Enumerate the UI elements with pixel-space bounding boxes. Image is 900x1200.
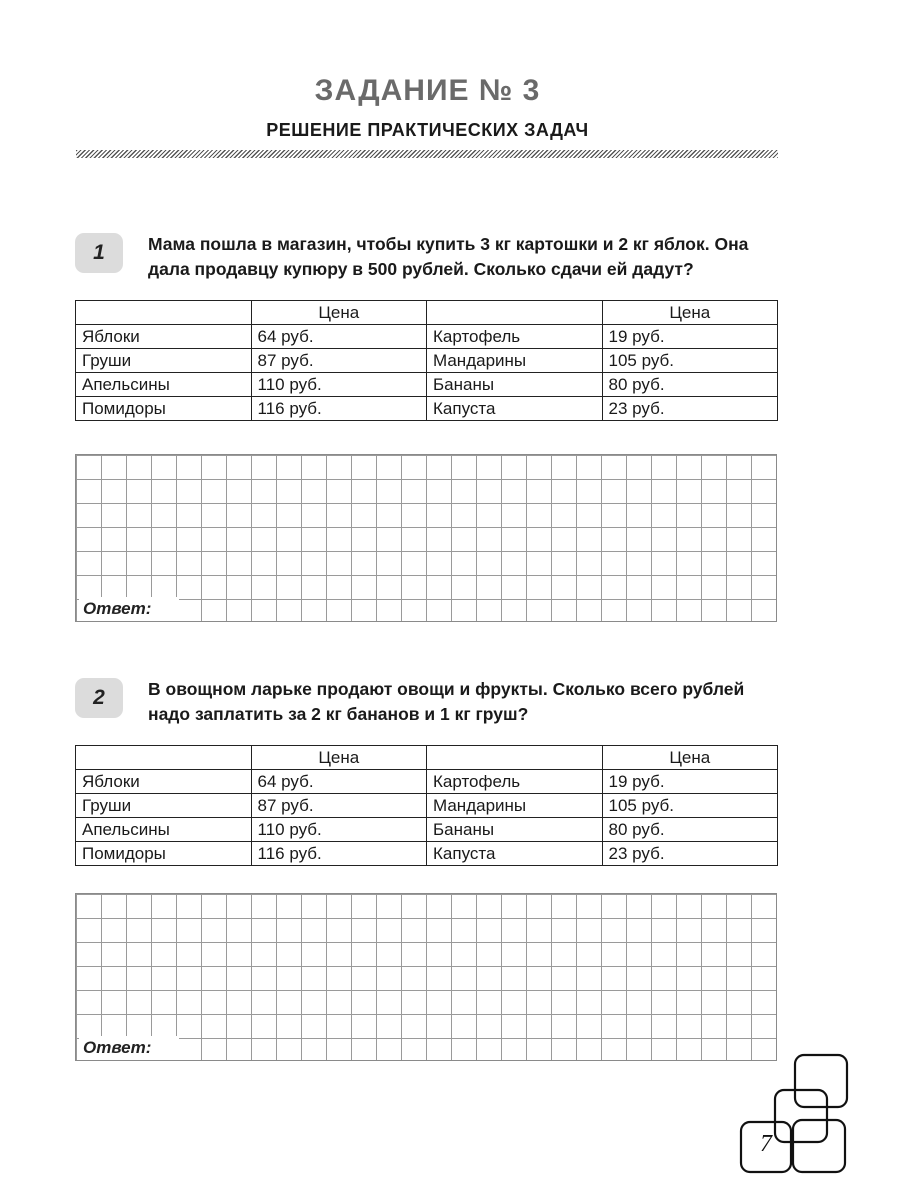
item-price: 23 руб.	[602, 397, 778, 421]
item-name: Яблоки	[76, 770, 252, 794]
item-name: Помидоры	[76, 842, 252, 866]
item-name: Картофель	[427, 770, 603, 794]
item-name: Груши	[76, 794, 252, 818]
item-price: 80 руб.	[602, 373, 778, 397]
table-cell	[427, 301, 603, 325]
table-cell	[427, 746, 603, 770]
table-cell	[76, 746, 252, 770]
item-price: 80 руб.	[602, 818, 778, 842]
item-name: Апельсины	[76, 818, 252, 842]
item-price: 87 руб.	[251, 794, 427, 818]
task-2-text: В овощном ларьке продают овощи и фрукты. Сколько всего рублей надо заплатить за 2 кг бананов и 1 кг груш?	[148, 679, 745, 724]
item-price: 19 руб.	[602, 770, 778, 794]
table-row	[76, 794, 778, 818]
item-name: Груши	[76, 349, 252, 373]
task-2-number-badge: 2	[75, 678, 123, 718]
answer-label: Ответ:	[79, 1036, 179, 1060]
task-1-answer-grid[interactable]	[75, 454, 777, 622]
item-price: 64 руб.	[251, 770, 427, 794]
table-header-row	[76, 301, 778, 325]
item-price: 64 руб.	[251, 325, 427, 349]
table-row	[76, 325, 778, 349]
item-price: 105 руб.	[602, 794, 778, 818]
item-name: Яблоки	[76, 325, 252, 349]
item-price: 116 руб.	[251, 842, 427, 866]
page-title: ЗАДАНИЕ № 3	[314, 74, 541, 107]
table-row	[76, 373, 778, 397]
item-name: Капуста	[427, 397, 603, 421]
item-price: 23 руб.	[602, 842, 778, 866]
table-row	[76, 842, 778, 866]
task-2-answer-grid[interactable]	[75, 893, 777, 1061]
page-subtitle: РЕШЕНИЕ ПРАКТИЧЕСКИХ ЗАДАЧ	[266, 120, 589, 140]
table-row	[76, 770, 778, 794]
item-name: Помидоры	[76, 397, 252, 421]
item-name: Мандарины	[427, 794, 603, 818]
item-price: 105 руб.	[602, 349, 778, 373]
item-price: 87 руб.	[251, 349, 427, 373]
item-name: Картофель	[427, 325, 603, 349]
item-name: Мандарины	[427, 349, 603, 373]
item-name: Бананы	[427, 373, 603, 397]
task-1-price-table	[75, 300, 778, 421]
hatched-divider	[76, 150, 778, 158]
task-1-number-badge: 1	[75, 233, 123, 273]
table-cell	[76, 301, 252, 325]
item-name: Апельсины	[76, 373, 252, 397]
table-row	[76, 397, 778, 421]
table-row	[76, 349, 778, 373]
item-price: 116 руб.	[251, 397, 427, 421]
item-price: 110 руб.	[251, 818, 427, 842]
item-price: 110 руб.	[251, 373, 427, 397]
item-price: 19 руб.	[602, 325, 778, 349]
price-header: Цена	[602, 301, 778, 325]
table-row	[76, 818, 778, 842]
task-1-text: Мама пошла в магазин, чтобы купить 3 кг картошки и 2 кг яблок. Она дала продавцу купюру в 500 рублей. Сколько сдачи ей дадут?	[148, 234, 749, 279]
item-name: Бананы	[427, 818, 603, 842]
price-header: Цена	[251, 301, 427, 325]
answer-label: Ответ:	[79, 597, 179, 621]
item-name: Капуста	[427, 842, 603, 866]
table-header-row	[76, 746, 778, 770]
page-number: 7	[760, 1131, 772, 1157]
price-header: Цена	[251, 746, 427, 770]
price-header: Цена	[602, 746, 778, 770]
task-2-price-table	[75, 745, 778, 866]
